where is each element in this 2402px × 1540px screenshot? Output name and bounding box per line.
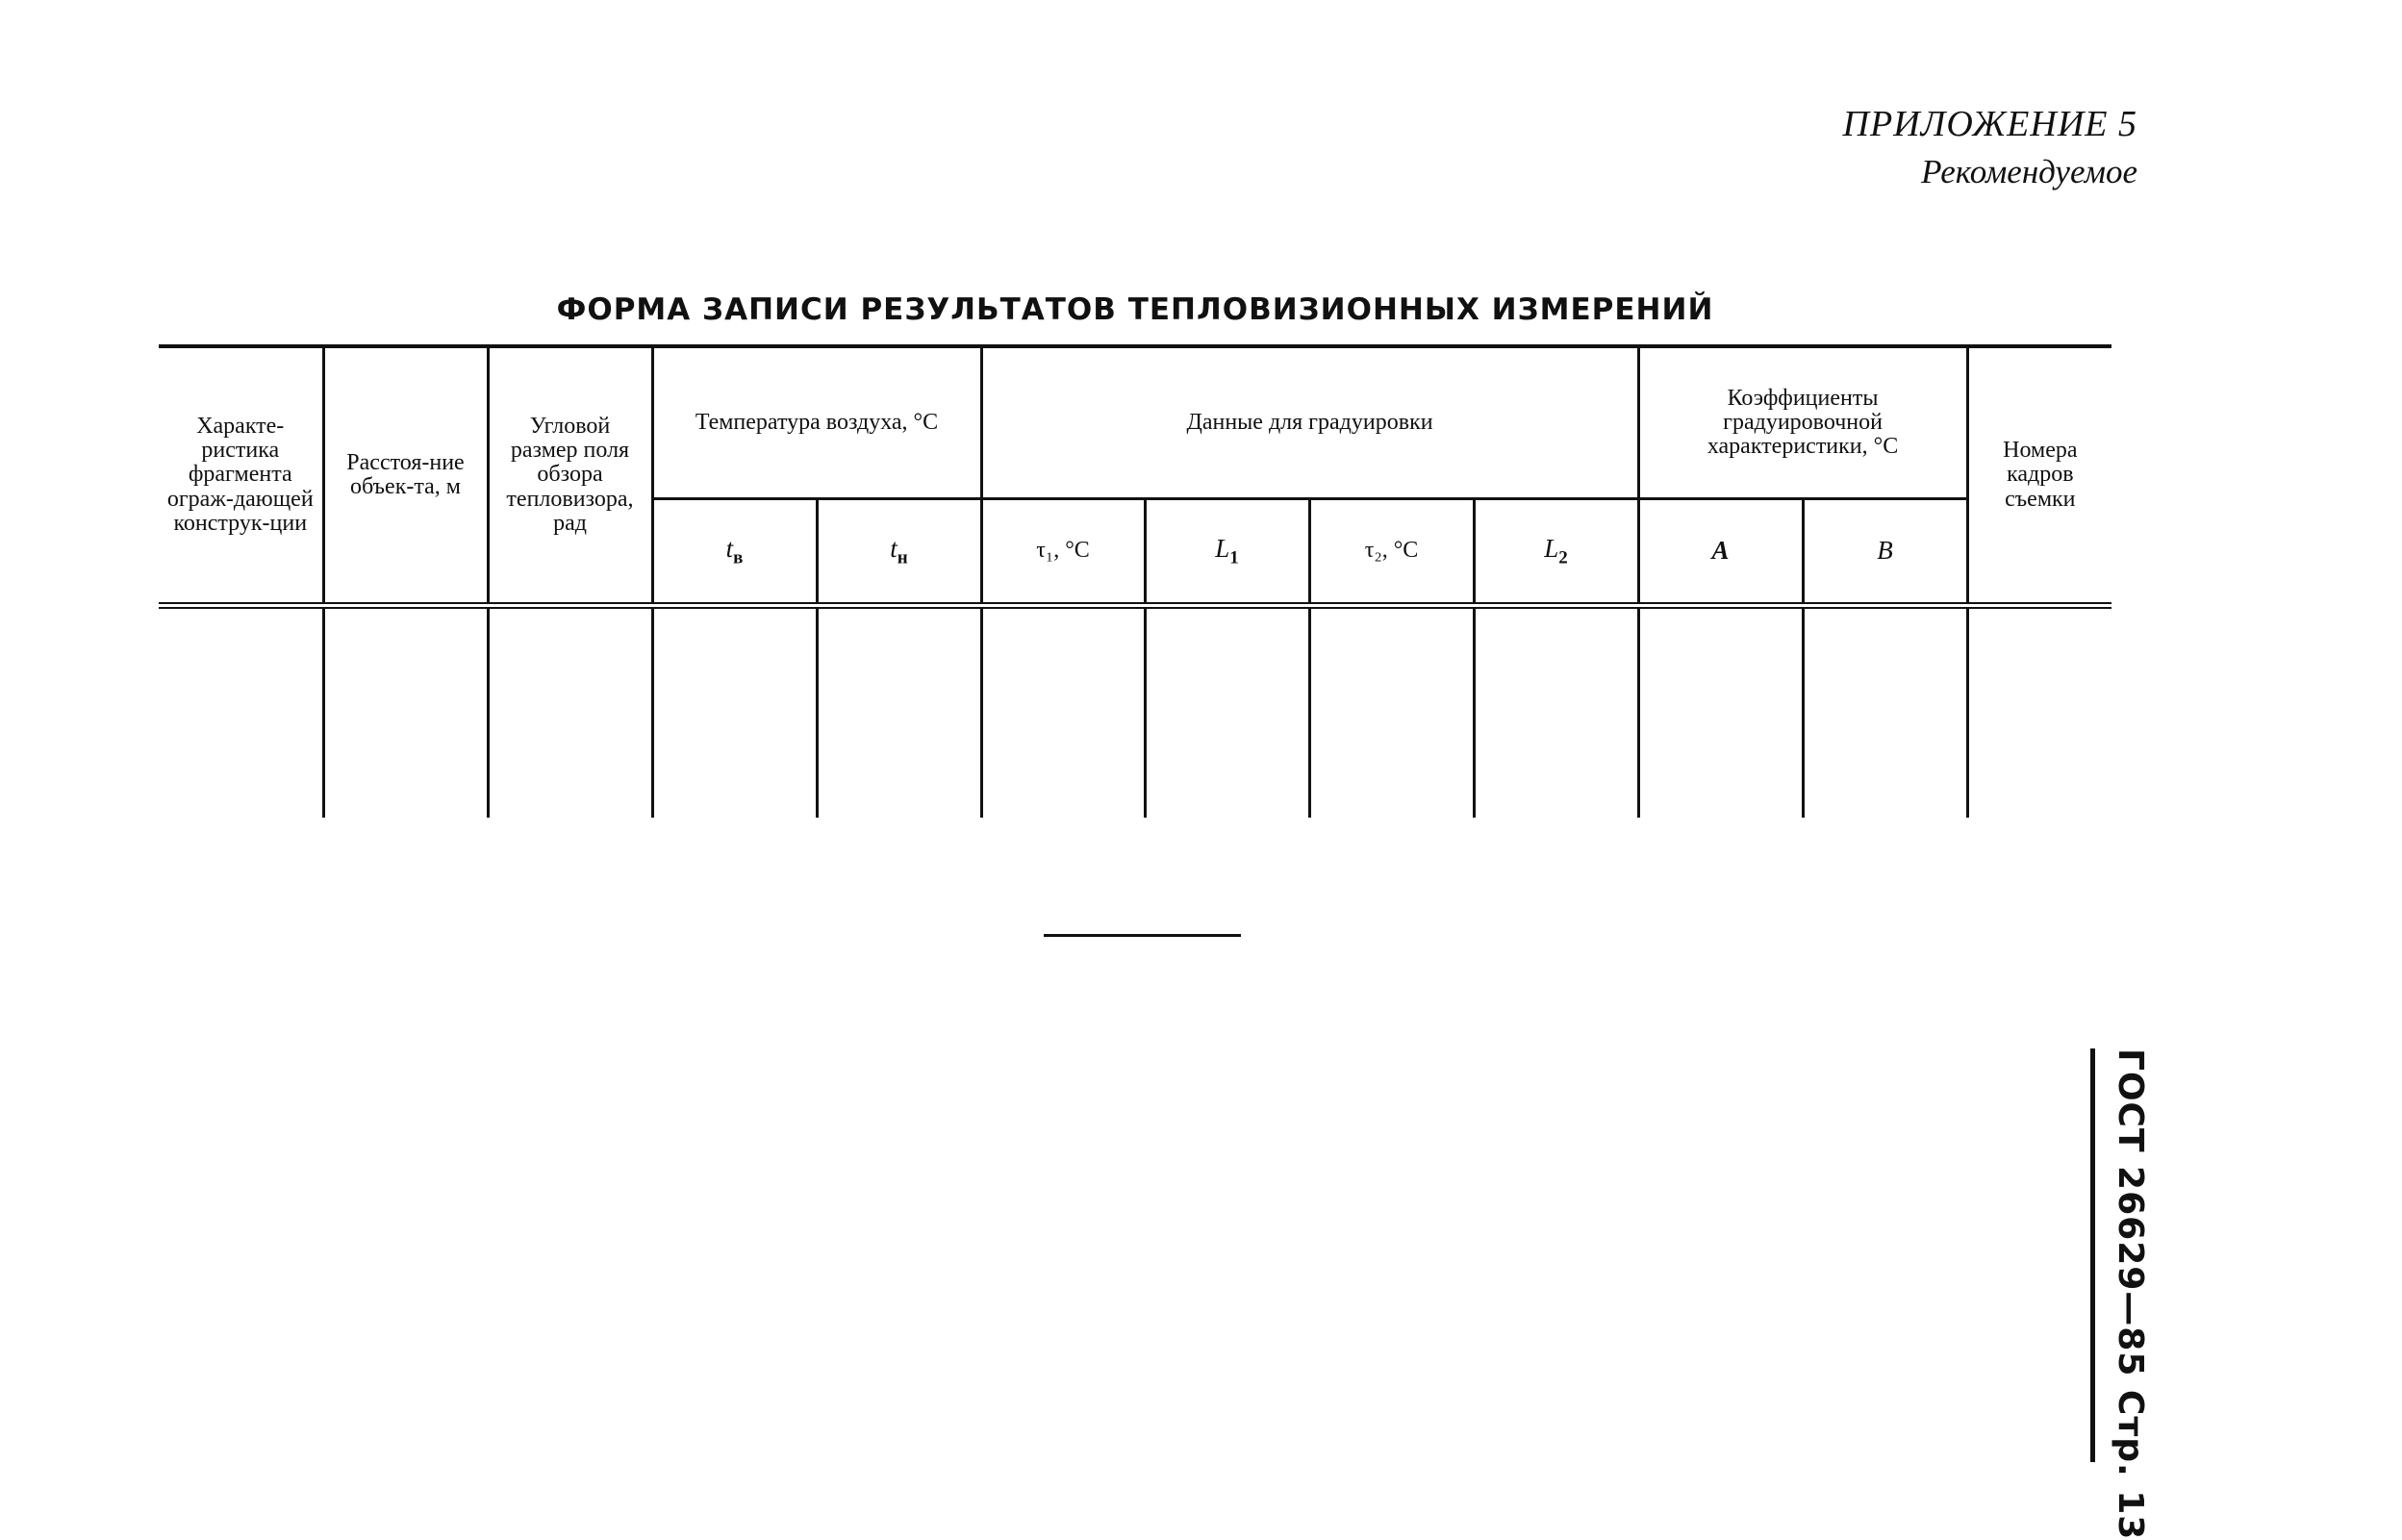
table-cell	[1803, 606, 1967, 819]
table-row	[159, 606, 2111, 819]
form-title: ФОРМА ЗАПИСИ РЕЗУЛЬТАТОВ ТЕПЛОВИЗИОННЫХ ИЗМЕРЕНИЙ	[556, 292, 1714, 327]
header-fragment: Характе-ристика фрагмента ограж-дающей конструк-ции	[159, 346, 323, 606]
header-t-out: $t_н$	[817, 499, 981, 606]
header-frames: Номера кадров съемки	[1967, 346, 2111, 606]
table-cell	[1145, 606, 1309, 819]
header-calibration: Данные для градуировки	[981, 346, 1638, 499]
table-cell	[159, 606, 323, 819]
table-cell	[323, 606, 488, 819]
header-coef-b: B	[1803, 499, 1967, 606]
header-angle: Угловой размер поля обзора тепловизора, рад	[488, 346, 652, 606]
header-coefficients: Коэффициенты градуировочной характеристики, °C	[1638, 346, 1967, 499]
appendix-status: Рекомендуемое	[1921, 153, 2137, 191]
table-cell	[652, 606, 817, 819]
appendix-number: ПРИЛОЖЕНИЕ 5	[1842, 104, 2137, 144]
table-cell	[1309, 606, 1474, 819]
table-cell	[1967, 606, 2111, 819]
table-cell	[981, 606, 1145, 819]
header-air-temp: Температура воздуха, °C	[652, 346, 981, 499]
header-tau1: τ₁, °C	[981, 499, 1145, 606]
results-table-wrap	[159, 344, 2111, 818]
results-table	[159, 344, 2111, 818]
header-l2: $L_2$	[1474, 499, 1638, 606]
table-cell	[817, 606, 981, 819]
table-cell	[1638, 606, 1803, 819]
table-cell	[488, 606, 652, 819]
header-distance: Расстоя-ние объек-та, м	[323, 346, 488, 606]
appendix-header	[1843, 100, 2137, 195]
table-cell	[1474, 606, 1638, 819]
header-t-in: $t_в$	[652, 499, 817, 606]
header-coef-a: A	[1638, 499, 1803, 606]
end-rule	[1044, 934, 1241, 937]
header-l1: $L_1$	[1145, 499, 1309, 606]
header-tau2: τ₂, °C	[1309, 499, 1474, 606]
document-code: ГОСТ 26629—85 Стр. 13	[2090, 1048, 2153, 1462]
